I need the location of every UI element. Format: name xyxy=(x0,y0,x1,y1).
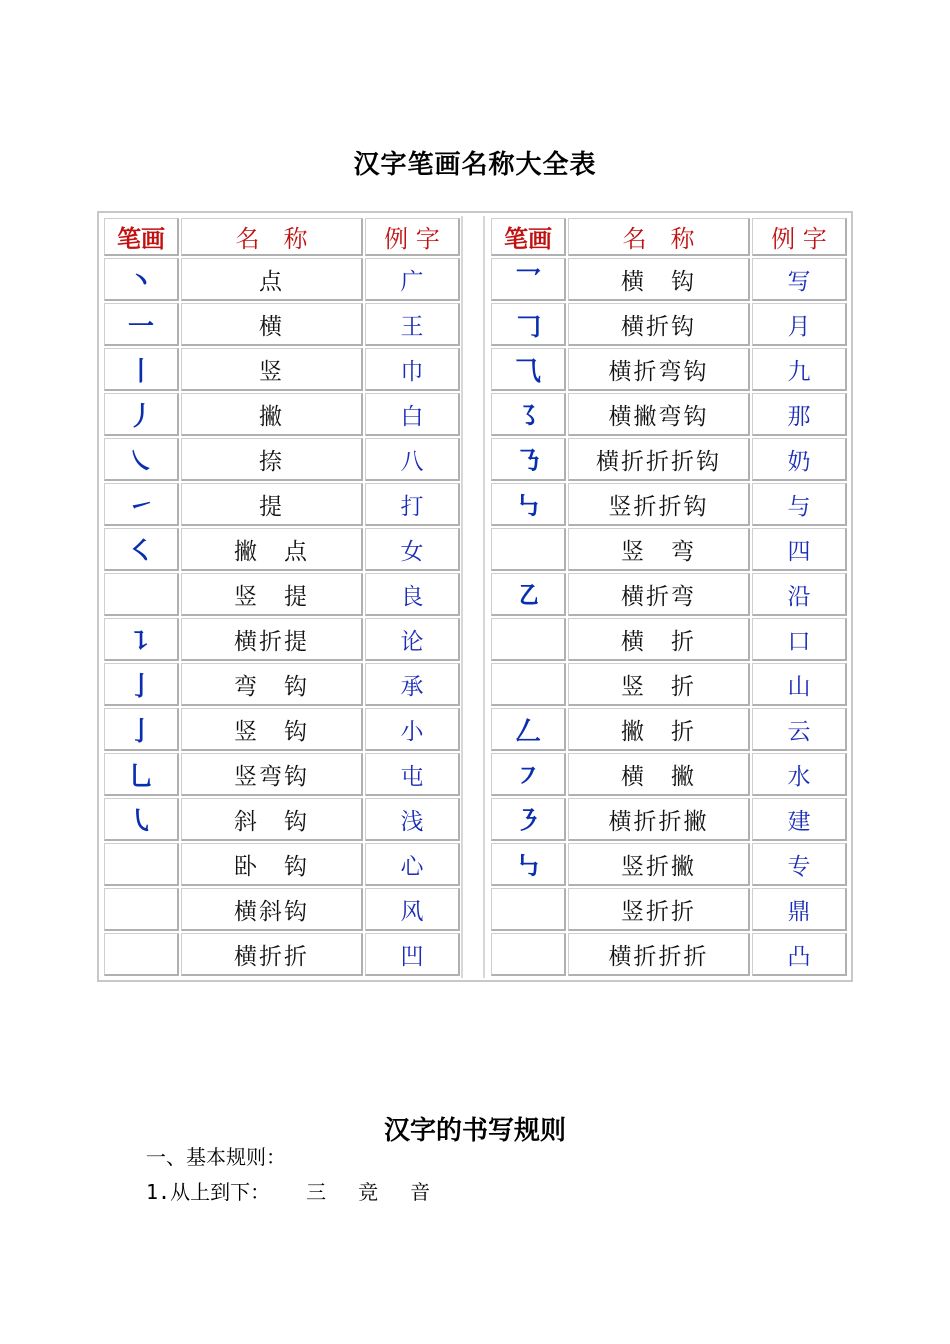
table-row xyxy=(104,663,460,706)
table-row xyxy=(491,708,847,751)
name-cell: 横折钩 xyxy=(568,303,750,346)
name-cell: 竖折折 xyxy=(568,888,750,931)
example-cell: 鼎 xyxy=(752,888,847,931)
name-cell: 横折提 xyxy=(181,618,363,661)
table-row xyxy=(104,303,460,346)
example-cell: 承 xyxy=(365,663,460,706)
stroke-cell: ㇉ xyxy=(491,483,566,526)
table-row xyxy=(491,753,847,796)
stroke-cell xyxy=(491,888,566,931)
name-cell: 撇 xyxy=(181,393,363,436)
stroke-cell: ㇌ xyxy=(491,393,566,436)
example-cell: 云 xyxy=(752,708,847,751)
example-cell: 王 xyxy=(365,303,460,346)
name-cell: 横折折 xyxy=(181,933,363,976)
stroke-cell: ⺄ xyxy=(491,348,566,391)
stroke-cell: ㇠ xyxy=(491,573,566,616)
stroke-cell: 乛 xyxy=(491,258,566,301)
table-row xyxy=(491,528,847,571)
page-title: 汉字笔画名称大全表 xyxy=(353,150,597,180)
example-cell: 风 xyxy=(365,888,460,931)
table-row xyxy=(491,393,847,436)
header-example: 例 字 xyxy=(365,218,460,256)
stroke-cell xyxy=(104,573,179,616)
table-row xyxy=(104,933,460,976)
stroke-cell xyxy=(491,933,566,976)
name-cell: 竖弯钩 xyxy=(181,753,363,796)
table-row xyxy=(104,393,460,436)
name-cell: 竖 折 xyxy=(568,663,750,706)
stroke-cell xyxy=(491,528,566,571)
name-cell: 横折弯 xyxy=(568,573,750,616)
example-cell: 良 xyxy=(365,573,460,616)
stroke-cell xyxy=(104,933,179,976)
example-cell: 写 xyxy=(752,258,847,301)
table-row xyxy=(491,303,847,346)
stroke-cell xyxy=(491,618,566,661)
name-cell: 横 撇 xyxy=(568,753,750,796)
name-cell: 竖 弯 xyxy=(568,528,750,571)
example-cell: 沿 xyxy=(752,573,847,616)
name-cell: 斜 钩 xyxy=(181,798,363,841)
stroke-cell: 亅 xyxy=(104,708,179,751)
name-cell: 撇 点 xyxy=(181,528,363,571)
table-divider xyxy=(461,216,485,978)
table-row xyxy=(104,843,460,886)
rules-title: 汉字的书写规则 xyxy=(383,1116,566,1146)
name-cell: 横 折 xyxy=(568,618,750,661)
example-cell: 凹 xyxy=(365,933,460,976)
table-row xyxy=(491,843,847,886)
example-cell: 口 xyxy=(752,618,847,661)
name-cell: 横撇弯钩 xyxy=(568,393,750,436)
name-cell: 竖 xyxy=(181,348,363,391)
header-example: 例 字 xyxy=(752,218,847,256)
stroke-table xyxy=(97,211,853,982)
example-cell: 心 xyxy=(365,843,460,886)
table-row xyxy=(104,528,460,571)
name-cell: 竖折折钩 xyxy=(568,483,750,526)
header-stroke: 笔画 xyxy=(491,218,566,256)
example-cell: 凸 xyxy=(752,933,847,976)
example-cell: 水 xyxy=(752,753,847,796)
stroke-cell: 丶 xyxy=(104,258,179,301)
stroke-cell: ㇏ xyxy=(104,438,179,481)
stroke-cell: ㇋ xyxy=(491,798,566,841)
table-row xyxy=(104,258,460,301)
name-cell: 横折折折 xyxy=(568,933,750,976)
name-cell: 提 xyxy=(181,483,363,526)
stroke-cell: 𠃌 xyxy=(491,303,566,346)
table-row xyxy=(491,618,847,661)
name-cell: 弯 钩 xyxy=(181,663,363,706)
example-cell: 女 xyxy=(365,528,460,571)
table-row xyxy=(104,483,460,526)
example-cell: 九 xyxy=(752,348,847,391)
stroke-cell: ㇛ xyxy=(104,528,179,571)
stroke-cell: ㇂ xyxy=(104,798,179,841)
example-cell: 论 xyxy=(365,618,460,661)
table-row xyxy=(104,708,460,751)
stroke-cell: 丿 xyxy=(104,393,179,436)
rule-1-label: 1.从上到下： xyxy=(146,1180,271,1204)
header-row xyxy=(104,218,460,256)
header-stroke: 笔画 xyxy=(104,218,179,256)
name-cell: 竖 提 xyxy=(181,573,363,616)
stroke-cell: ㇇ xyxy=(491,753,566,796)
table-row xyxy=(491,348,847,391)
example-cell: 那 xyxy=(752,393,847,436)
example-cell: 专 xyxy=(752,843,847,886)
table-row xyxy=(491,933,847,976)
stroke-cell: 乚 xyxy=(104,753,179,796)
table-row xyxy=(491,663,847,706)
example-cell: 建 xyxy=(752,798,847,841)
stroke-cell: 亅 xyxy=(104,663,179,706)
example-cell: 小 xyxy=(365,708,460,751)
stroke-cell: ㇊ xyxy=(104,618,179,661)
table-row xyxy=(491,438,847,481)
stroke-cell xyxy=(104,843,179,886)
table-row xyxy=(491,798,847,841)
table-row xyxy=(104,438,460,481)
header-name: 名 称 xyxy=(568,218,750,256)
example-cell: 山 xyxy=(752,663,847,706)
name-cell: 横斜钩 xyxy=(181,888,363,931)
basic-rules-heading: 一、基本规则： xyxy=(146,1145,286,1169)
header-name: 名 称 xyxy=(181,218,363,256)
name-cell: 横折折撇 xyxy=(568,798,750,841)
name-cell: 撇 折 xyxy=(568,708,750,751)
table-row xyxy=(104,888,460,931)
stroke-cell: ㇡ xyxy=(491,438,566,481)
rule-1 xyxy=(146,1176,440,1205)
example-cell: 与 xyxy=(752,483,847,526)
name-cell: 横折弯钩 xyxy=(568,348,750,391)
name-cell: 横折折折钩 xyxy=(568,438,750,481)
example-cell: 奶 xyxy=(752,438,847,481)
table-row xyxy=(104,573,460,616)
name-cell: 点 xyxy=(181,258,363,301)
stroke-cell: 丨 xyxy=(104,348,179,391)
name-cell: 竖 钩 xyxy=(181,708,363,751)
example-cell: 广 xyxy=(365,258,460,301)
name-cell: 横 xyxy=(181,303,363,346)
example-cell: 巾 xyxy=(365,348,460,391)
table-row xyxy=(104,348,460,391)
stroke-cell: 𠃋 xyxy=(491,708,566,751)
table-row xyxy=(491,483,847,526)
example-cell: 浅 xyxy=(365,798,460,841)
stroke-cell xyxy=(491,663,566,706)
example-cell: 月 xyxy=(752,303,847,346)
header-row xyxy=(491,218,847,256)
table-row xyxy=(491,258,847,301)
stroke-cell: ㇉ xyxy=(491,843,566,886)
name-cell: 横 钩 xyxy=(568,258,750,301)
stroke-cell xyxy=(104,888,179,931)
stroke-cell: ㇀ xyxy=(104,483,179,526)
table-row xyxy=(491,573,847,616)
name-cell: 卧 钩 xyxy=(181,843,363,886)
stroke-table-left xyxy=(102,216,462,978)
name-cell: 捺 xyxy=(181,438,363,481)
example-cell: 屯 xyxy=(365,753,460,796)
table-row xyxy=(104,798,460,841)
example-cell: 四 xyxy=(752,528,847,571)
table-row xyxy=(491,888,847,931)
stroke-cell: 一 xyxy=(104,303,179,346)
example-cell: 白 xyxy=(365,393,460,436)
name-cell: 竖折撇 xyxy=(568,843,750,886)
example-cell: 八 xyxy=(365,438,460,481)
stroke-table-right xyxy=(489,216,849,978)
table-row xyxy=(104,618,460,661)
table-row xyxy=(104,753,460,796)
rule-1-examples: 三 竞 音 xyxy=(306,1180,441,1204)
example-cell: 打 xyxy=(365,483,460,526)
